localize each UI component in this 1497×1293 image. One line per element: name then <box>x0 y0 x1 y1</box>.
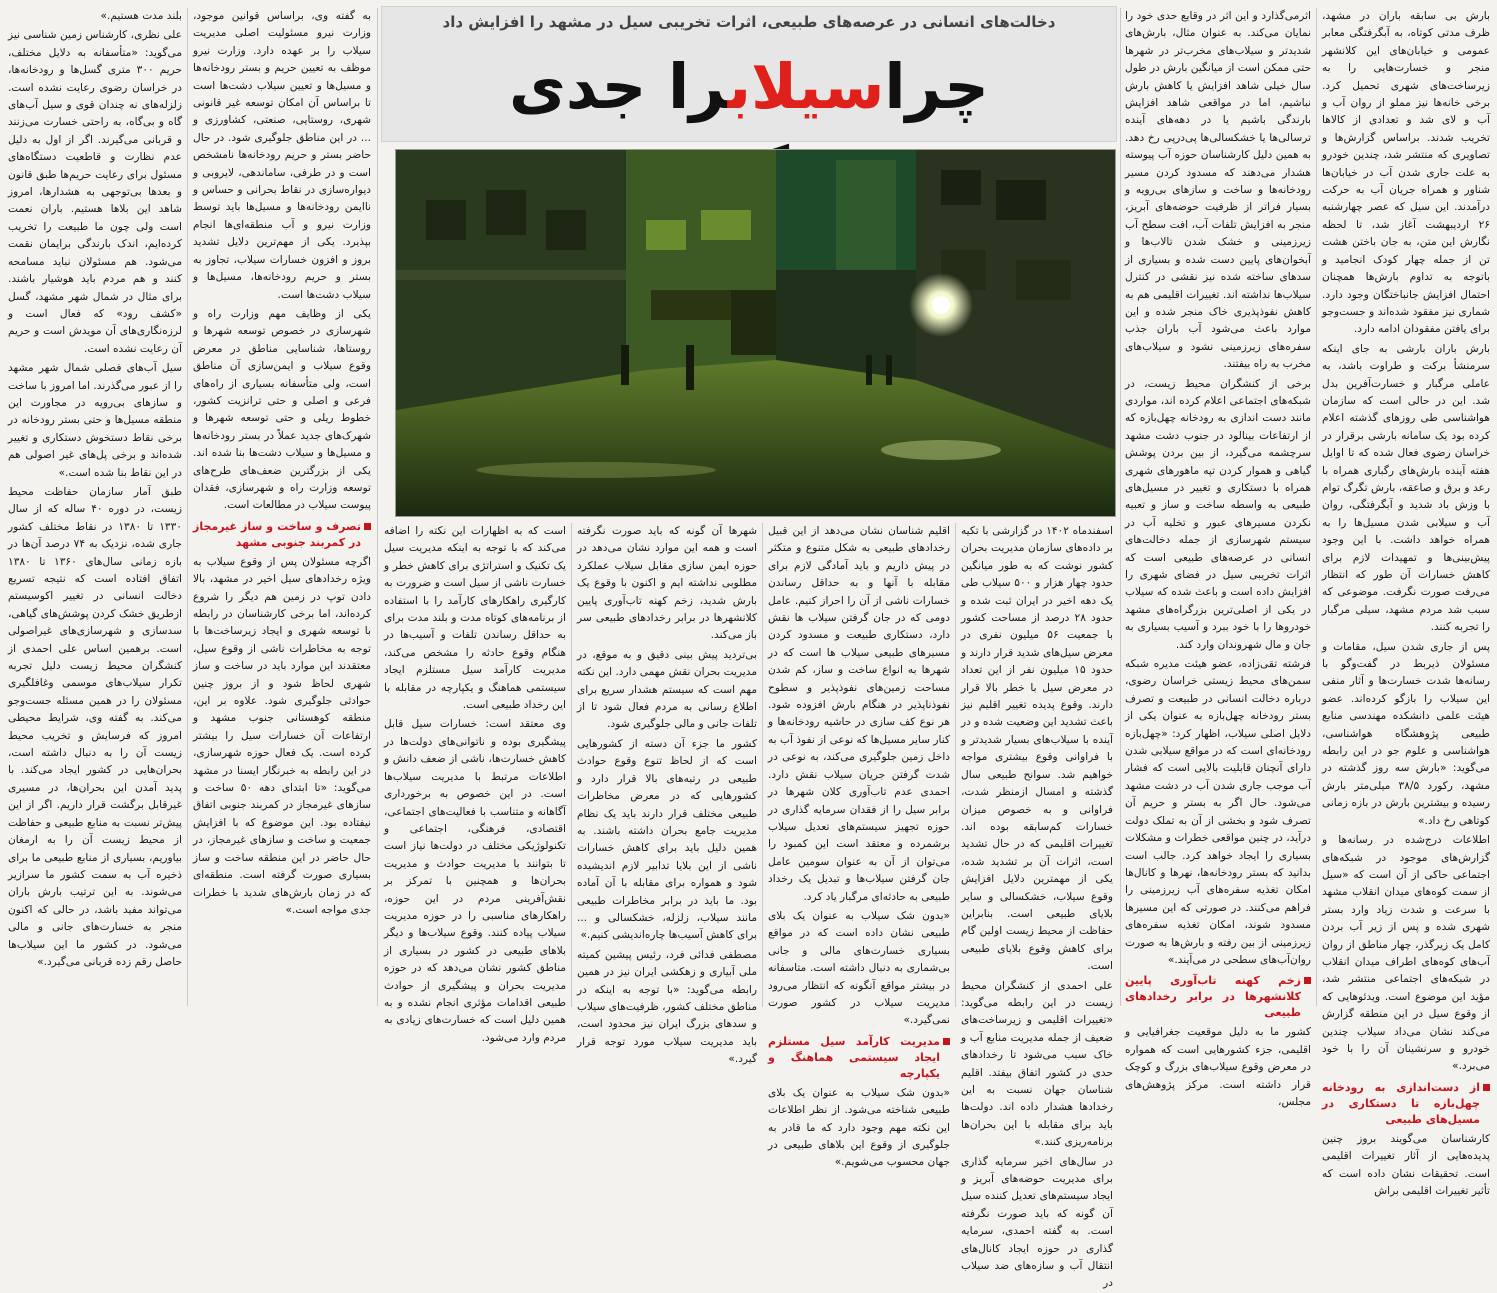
column-rule <box>955 523 956 1007</box>
paragraph: «بدون شک سیلاب به عنوان یک بلای طبیعی شناخته می‌شود. از نظر اطلاعات این نکته مهم وجود دارد که ما قادر به جلوگیری از وقوع این بلاهای طبیعی در جهان محسوب می‌شویم.» <box>768 1086 950 1169</box>
headline-highlight: سیلاب <box>727 50 885 123</box>
paragraph: اسفندماه ۱۴۰۲ در گزارشی با تکیه بر داده‌های سازمان مدیریت بحران کشور نوشت که به طور میانگین حدود چهار هزار و ۵۰۰ سیلاب طی یک دهه اخیر در ایران ثبت شده و حدود ۲۸ درصد از مساحت کشور با جمعیت ۵۶ میلیون نفری در معرض سیل‌های شدید قرار دارند و حدود ۱۵ میلیون نفر از این تعداد در معرض سیل با خطر بالا قرار دارند. وقوع پدیده تغییر اقلیم نیز باعث تشدید این وضعیت شده و در آینده با سیلاب‌های بسیار شدیدتر و با فراوانی وقوع بیشتری مواجه خواهیم شد. سوانح طبیعی سال گذشته و امسال ازمنظر شدت، فراوانی و به خصوص میزان خسارات کم‌سابقه بوده اند. تغییرات اقلیمی که در حال تشدید است، اثرات آن بر تشدید شده، یکی از مهمترین دلایل افزایش وقوع سیلاب، خشکسالی و سایر بلایای طبیعی است. بنابراین حفاظت از محیط زیست اولین گام برای کاهش وقوع بلایای طبیعی است. <box>961 525 1113 973</box>
paragraph: کشور ما به دلیل موقعیت جغرافیایی و اقلیمی، جزء کشورهایی است که همواره در معرض وقوع سیلاب‌های بزرگ و کوچک قرار داشته است. مرکز پژوهش‌های مجلس، <box>1125 1026 1311 1108</box>
flood-photo <box>395 149 1116 517</box>
paragraph: شهرها آن گونه که باید صورت نگرفته است و همه این موارد نشان می‌دهد در حوزه ایمن سازی مقابل سیلاب عملکرد مطلوبی نداشته ایم و اکنون با وقوع یک بارش شدید، زخم کهنه تاب‌آوری پایین کلانشهرها در برابر رخدادهای طبیعی سر باز می‌کند. <box>577 525 757 642</box>
paragraph: مصطفی فدائی فرد، رئیس پیشین کمیته ملی آبیاری و زهکشی ایران نیز در همین رابطه می‌گوید: «با توجه به اینکه در مناطق مختلف کشور، ظرفیت‌های سیلاب و سدهای بزرگ ایران نیز محدود است، باید مدیریت سیلاب مورد توجه قرار گیرد.» <box>577 948 757 1066</box>
headline-part-2: را جدی <box>509 50 728 123</box>
paragraph: «بدون شک سیلاب به عنوان یک بلای طبیعی نشان داده است که در مواقع بسیاری خسارت‌های مالی و جانی بی‌شماری به دنبال داشته است. متاسفانه در بیشتر مواقع آنگونه که انتظار می‌رود مدیریت سیلاب در کشور صورت نمی‌گیرد.» <box>768 909 950 1027</box>
article-column-6 <box>384 523 566 1044</box>
column-rule <box>377 8 378 1006</box>
column-rule <box>1316 8 1317 1006</box>
paragraph: فرشته تقی‌زاده، عضو هیئت مدیره شبکه سمن‌های محیط زیستی خراسان رضوی، درباره دخالت انسانی در طبیعت و تصرف بستر رودخانه چهل‌بازه به عنوان یکی از دلایل اصلی سیلاب، اظهار کرد: «چهل‌بازه رودخانه‌ای است که در مواقع سیلابی شدن دارای آنچنان قابلیت بالایی است که فشار آب موجب جاری شدن آب در دشت مشهد می‌شود. حال اگر به بستر و حریم آن تصرف شود و بخشی از آن به تملک دولت درآید، در چنین مواقعی خطرات و مشکلات بسیاری را ایجاد خواهد کرد. جالب است بدانید که بستر رودخانه‌ها، نهرها و کانال‌ها امکان تغذیه سفره‌های آب زیرزمینی را فراهم می‌کنند. در صورتی که این مسیرها مسدود شوند، امکان تغذیه سفره‌های زیرزمینی از بین رفته و بارش‌ها به صورت روان‌آب‌های سطحی در می‌آیند.» <box>1125 658 1311 966</box>
section-subheading: مدیریت کارآمد سیل مستلزم ایجاد سیستمی هماهنگ و یکپارچه <box>768 1034 950 1082</box>
paragraph: بارش بی سابقه باران در مشهد، ظرف مدتی کوتاه، به آبگرفتگی معابر عمومی و خیابان‌های این کلانشهر منجر و خسارت‌هایی را به زیرساخت‌های شهری تحمیل کرد. برخی خانه‌ها نیز مملو از روان آب و آب و لای شد و تعدادی از کالاها تخریب شدند. براساس گزارش‌ها و تصاویری که منتشر شد، چندین خودرو به علت جاری شدن آب در خیابان‌ها شناور و همراه جریان آب به حرکت درآمدند. این سیل که عصر چهارشنبه ۲۶ اردیبهشت آغاز شد، تا لحظه نگارش این متن، به جان باختن هشت تن از جمله چهار کودک انجامید و باتوجه به تداوم بارش‌ها همچنان احتمال افزایش جانباختگان وجود دارد. شماری نیز مفقود شده‌اند و جست‌وجو برای یافتن مفقودان ادامه دارد. <box>1322 10 1490 336</box>
article-column-2 <box>1125 8 1311 1108</box>
paragraph: کشور ما جزء آن دسته از کشورهایی است که از لحاظ تنوع وقوع حوادث طبیعی در رتبه‌های بالا قرار دارد و کشورهایی که در معرض مخاطرات طبیعی مختلف قرار دارند باید یک نظام مدیریت جامع بحران داشته باشند. به همین دلیل باید برای کاهش خسارات ناشی از این بلایا تدابیر لازم اندیشیده شود و همواره برای مقابله با آن آماده بود. ما باید در برابر مخاطرات طبیعی مانند سیلاب، زلزله، خشکسالی و ... برای کاهش آسیب‌ها چاره‌اندیشی کنیم.» <box>577 737 757 942</box>
paragraph: وی معتقد است: خسارات سیل قابل پیشگیری بوده و ناتوانی‌های دولت‌ها در کاهش خسارت‌ها، ناشی از ضعف دانش و اطلاعات مرتبط با مدیریت سیلاب‌ها است. در این خصوص به برخورداری آگاهانه و متناسب با فعالیت‌های اجتماعی، اقتصادی، فرهنگی، اجتماعی و تکنولوژیکی مختلف در دولت‌ها نیاز است تا بتوانند با مدیریت حوادث و مدیریت بحران‌ها و همچنین با تمرکز بر نقش‌آفرینی مردم در این حوزه، راهکارهای مناسبی را در حوزه مدیریت سیلاب پیاده کنند. وقوع سیلاب‌ها و دیگر بلاهای طبیعی در کشور در بسیاری از مناطق کشور نشان می‌دهد که در حوزه مدیریت بحران و پیشگیری از حوادث طبیعی اقدامات مؤثری انجام نشده و به همین دلیل است که خسارت‌های زیادی به مردم وارد می‌شود. <box>384 718 566 1044</box>
paragraph: به گفته‌ وی، براساس قوانین موجود، وزارت نیرو مسئولیت اصلی مدیریت سیلاب را بر عهده دارد. وزارت نیرو موظف به تعیین حریم و بستر رودخانه‌ها و مسیل‌ها و تعیین سیلاب دشت‌ها است تا براساس آن امکان توسعه غیر قانونی شهری، روستایی، صنعتی، کشاورزی و ... در این مناطق جلوگیری شود. در حال حاضر بستر و حریم رودخانه‌ها نامشخص است و در طرفی، ساماندهی، لایروبی و دیواره‌سازی در نقاط بحرانی و حساس و ناایمن رودخانه‌ها و مسیل‌ها باید توسط وزارت نیرو و آب منطقه‌ای‌ها انجام بپذیرد. یکی از مهم‌ترین دلایل تشدید بروز و افزون خسارات سیلاب، تجاوز به بستر و حریم رودخانه‌ها، مسیل‌ها و سیلاب دشت‌ها است. <box>193 10 371 301</box>
article-column-8 <box>8 8 182 1008</box>
article-column-3 <box>961 523 1113 1290</box>
column-rule <box>571 523 572 1007</box>
paragraph: علی احمدی از کنشگران محیط زیست در این رابطه می‌گوید: «تغییرات اقلیمی و زیرساخت‌های ضعیف از جمله مدیریت منابع آب و خاک سبب می‌شود تا رخدادهای حدی در کشور اتفاق بیفتد. اقلیم شناسان جهان نسبت به این رخدادها هشدار داده اند. دولت‌ها باید برای مقابله با این بحران‌ها برنامه‌ریزی کنند.» <box>961 979 1113 1149</box>
paragraph: طبق آمار سازمان حفاظت محیط زیست، در دوره ۴۰ ساله که از سال ۱۳۳۰ تا ۱۳۸۰ در نقاط مختلف کشور جاری شده، نزدیک به ۷۴ درصد آن‌ها در بازه زمانی سال‌های ۱۳۶۰ تا ۱۳۸۰ اتفاق افتاده است که نتیجه تسریع دخالت انسانی در تغییر اکوسیستم ازطریق خشک کردن پوشش‌های گیاهی، سدسازی و شهرسازی‌های غیراصولی است. برهمین اساس علی احمدی از کنشگران محیط زیست دلیل تجربه تکرار سیلاب‌های موسمی وغافلگیری مسئولان را در همین مسئله جست‌وجو می‌کند. به گفته وی، شرایط محیطی امروز که فرسایش و تخریب محیط زیست آن را به دنبال داشته است، بحران‌هایی در کشور ایجاد می‌کند. با پدید آمدن این بحران‌ها، در مسیری غیرقابل برگشت قرار داریم. اگر از این پیش‌تر نسبت به منابع طبیعی و حفاظت از محیط زیست آن را به ارمغان بیاوریم، بسیاری از منابع طبیعی ما برای ذخیره آب به سمت کشور ما سرازیر می‌شوند. به این ترتیب بارش باران می‌تواند مفید باشد، در حالی که اکنون منجر به خسارت‌های جانی و مالی می‌شود. در کشور ما این سیلاب‌ها حاصل رقم زده قربانی می‌گیرد.» <box>8 485 182 968</box>
headline-box <box>381 6 1117 142</box>
paragraph: بی‌تردید پیش بینی دقیق و به موقع، در مدیریت بحران نقش مهمی دارد. این نکته مهم است که سیستم هشدار سریع برای اطلاع رسانی به مردم فعال شود تا از تلفات جانی و مالی جلوگیری شود. <box>577 648 757 731</box>
section-subheading: از دست‌اندازی به رودخانه چهل‌بازه تا دستکاری در مسیل‌های طبیعی <box>1322 1080 1490 1128</box>
paragraph: سیل آب‌های فصلی شمال شهر مشهد را از عبور می‌گذرند. اما امروز با ساخت و سازهای بی‌رویه در مجاورت این منطقه مسیل‌ها و حتی بستر رودخانه در برخی نقاط دستخوش دستکاری و تغییر شده‌اند و برخی پل‌های غیر اصولی هم در این نقاط بنا شده است.» <box>8 362 182 479</box>
paragraph: یکی از وظایف مهم وزارت راه و شهرسازی در خصوص توسعه شهرها و روستاها، شناسایی مناطق در معرض وقوع سیلاب و ایمن‌سازی آن مناطق است، ولی متأسفانه بسیاری از راه‌های فرعی و اصلی و حتی ترانزیت کشور، خطوط ریلی و حتی توسعه شهرها و شهرک‌های جدید عملاً در بستر رودخانه‌ها و مسیل‌ها و سیلاب دشت‌ها بنا شده اند. یکی از بزرگترین ضعف‌های طرح‌های توسعه وزارت راه و شهرسازی، فقدان پیوست سیلاب در مطالعات است. <box>193 307 371 512</box>
paragraph: پس از جاری شدن سیل، مقامات و مسئولان ذیربط در گفت‌وگو با رسانه‌ها شدت خسارت‌ها و آثار منفی این سیلاب را بازگو کرده‌اند. عضو هیئت علمی دانشکده مهندسی منابع طبیعی پژوهشگاه هواشناسی، هواشناسی و علوم جو در این رابطه می‌گوید: «بارش سه روز گذشته در مشهد، رکورد ۳۸/۵ میلی‌متر بارش رسیده و بیشترین بارش در بازه زمانی کوتاهی رخ داد.» <box>1322 640 1490 827</box>
section-subheading: تصرف و ساخت و ساز غیرمجاز در کمربند جنوبی مشهد <box>193 519 371 551</box>
headline-kicker: دخالت‌های انسانی در عرصه‌های طبیعی، اثرات تخریبی سیل در مشهد را افزایش داد <box>442 13 1056 31</box>
paragraph: است که به اظهارات این نکته را اضافه می‌کند که با توجه به اینکه مدیریت سیل یک تکنیک و استراتژی برای کاهش خطر و خسارت ناشی از سیل است و ضرورت به کارگیری راهکارهای کارآمد را با استفاده از برنامه‌های کوتاه مدت و بلند مدت برای به حداقل رساندن تلفات و آسیب‌ها در هنگام وقوع حادثه را مشخص می‌کند، مدیریت کارآمد سیل مستلزم ایجاد سیستمی هماهنگ و یکپارچه در مقابله با این رخداد طبیعی است. <box>384 525 566 712</box>
section-subheading: زخم کهنه تاب‌آوری پایین کلانشهرها در برابر رخدادهای طبیعی <box>1125 973 1311 1021</box>
paragraph: برخی از کنشگران محیط زیست، در شبکه‌های اجتماعی اعلام کرده اند، مواردی مانند دست اندازی به رودخانه چهل‌بازه که از ارتفاعات بینالود در جنوب دشت مشهد سرچشمه می‌گیرد، از بین بردن پوشش گیاهی و هموار کردن تپه ماهورهای شهری همراه با دستکاری و تغییر در مسیل‌های طبیعی به واسطه ساخت و ساز و تعبیه نکردن مسیرهای عبور و تخلیه آب در سیستم شهرسازی از جمله دخالت‌های انسانی در عرصه‌های طبیعی است که اثرات تخریبی سیل در فضای شهری را افزایش داده است و باعث شده که سیلاب در یکی از اصلی‌ترین بزرگراه‌های مشهد خودروها را با خود ببرد و آسیب بسیاری به جان و مال شهروندان وارد کند. <box>1125 377 1311 651</box>
paragraph: علی نظری، کارشناس زمین شناسی نیز می‌گوید: «متأسفانه به دلایل مختلف، حریم ۳۰۰ متری گسل‌ها و رودخانه‌ها، در خراسان رضوی رعایت نشده است. زلزله‌های نه چندان قوی و سیل آب‌های گاه و بی‌گاه، به راحتی خسارت می‌زنند و قربانی می‌گیرند. اگر از اول به دلیل عدم نظارت و قاطعیت دستگاه‌های مسئول برای رعایت حریم‌ها طبق قانون و بعدها بی‌توجهی به هشدارها، امروز شاهد این بلاها هستیم. باران نعمت است ولی چون ما طبیعت را تخریب کرده‌ایم، اندک بارندگی برایمان نقمت می‌شود. هم مسئولان نباید مسامحه کنند و هم مردم باید هوشیار باشند. برای مثال در شمال شهر مشهد، گسل «کشف رود» که فعال است و لرزه‌نگاری‌های آن مویدش است و حریم آن رعایت نشده است. <box>8 29 182 355</box>
paragraph: بارش باران بارشی به جای اینکه سرمنشأ برکت و طراوت باشد، به عاملی مرگبار و خسارت‌آفرین بدل شد. این در حالی است که سازمان هواشناسی طی روزهای گذشته اعلام کرده بود یک سامانه بارشی برقرار در خراسان رضوی فعال شده که تا اوایل هفته آینده بارش‌های رگباری همراه با رعد و برق و صاعقه، بارش تگرگ توام با وزش باد شدید و آبگرفتگی، روان آب و سیلابی شدن مسیل‌ها را به همراه خواهد داشت. با این وجود پیش‌بینی‌ها و تمهیدات لازم برای کاهش خسارات آن طور که انتظار می‌رفت صورت نگرفت. موضوعی که سبب شد مردم مشهد، سیلی مرگبار را تجربه کنند. <box>1322 342 1490 634</box>
paragraph: اقلیم شناسان نشان می‌دهد از این قبیل رخدادهای طبیعی به شکل متنوع و متکثر در پیش داریم و باید آمادگی لازم برای مقابله با آنها و به حداقل رساندن خسارات ناشی از آن را احراز کنیم. عامل دومی که در جان گرفتن سیلاب ها نقش دارد، دستکاری طبیعت و مسدود کردن مسیرهای طبیعی سیلاب ها است که در شهرها به انواع ساخت و ساز، کم شدن مساحت زمین‌های نفوذپذیر و سطوح نفوذناپذیر در هنگام بارش افزوده شود. هر نوع کف سازی در حاشیه رودخانه‌ها و کنار سایر مسیل‌ها که نوعی از نفوذ آب به داخل زمین جلوگیری می‌کند، به نوعی در شدت گرفتن جریان سیلاب نقش دارد. احمدی عدم تاب‌آوری کلان شهرها در برابر سیل را از فقدان سرمایه گذاری در حوزه تجهیز سیستم‌های تعدیل سیلاب برشمرده و معتقد است این کمبود را می‌توان از آن به عنوان سومین عامل جان گرفتن سیلاب‌ها و تبدیل یک رخداد طبیعی به حادثه‌ای مرگبار یاد کرد. <box>768 525 950 903</box>
article-column-1 <box>1322 8 1490 1197</box>
paragraph: اطلاعات درج‌شده در رسانه‌ها و گزارش‌های موجود در شبکه‌های اجتماعی حاکی از آن است که «سیل از سمت کوه‌های میدان انقلاب مشهد با سرعت و شدت زیاد وارد بستر شهری شده و پس از زیر آب بردن کامل یک زیرگذر، چهار مناطق از روان آب‌های کوه‌های اطراف میدان انقلاب در شبکه‌های اجتماعی منتشر شد، مؤید این موضوع است. ویدئوهایی که از وقوع سیل در این منطقه گزارش می‌کند نشان می‌داد سیلاب چندین خودرو و سرنشینان آن را با خود می‌برد.» <box>1322 834 1490 1073</box>
paragraph: اگرچه مسئولان پس از وقوع سیلاب به ویژه رخدادهای سیل اخیر در مشهد، بالا دادن توپ در زمین هم دیگر را شروع کرده‌اند، اما برخی کارشناسان در رابطه با توسعه شهری و ایجاد زیرساخت‌ها با توجه به مخاطرات ناشی از وقوع سیل، معتقدند این موارد باید در ساخت و ساز شهری لحاظ شود و از بروز چنین حوادثی جلوگیری شود. علاوه بر این، منطقه کوهستانی جنوب مشهد و ارتفاعات آن خسارات سیل را بیشتر کرده است. یک فعال حوزه شهرسازی، در این رابطه به خبرنگار ایسنا در مشهد می‌گوید: «تا ابتدای دهه ۵۰ ساخت و سازهای غیرمجاز در کمربند جنوبی اتفاق نیفتاده بود. این موضوع که با افزایش جمعیت و ساخت و سازهای غیرمجاز، در حال حاضر در این منطقه ساخت و ساز بسیاری صورت گرفته است. منطقه‌ای که در زمان بارش‌های شدید با خطرات جدی مواجه است.» <box>193 555 371 916</box>
column-rule <box>762 523 763 1007</box>
article-column-7 <box>193 8 371 1008</box>
paragraph: بلند مدت هستیم.» <box>100 10 182 22</box>
flood-photo-illustration <box>396 150 1115 516</box>
paragraph: اثرمی‌گذارد و این اثر در وقایع حدی خود را نمایان می‌کند. به عنوان مثال، بارش‌های شدیدتر و سیلاب‌های مخرب‌تر در شهرها حتی ممکن است از میانگین بارش در طول سال خیلی شاهد افزایش یا کاهش بارش نباشیم، اما در مواقعی شاهد افزایش بارندگی باشیم یا در دهه‌های آینده ترسالی‌ها یا خشکسالی‌ها پی‌درپی رخ دهد. به همین دلیل کارشناسان حوزه آب پیوسته هشدار می‌دهند که مسدود کردن مسیر رودخانه‌ها و ساخت و سازهای بی‌رویه و بسیار فراتر از ظرفیت حوضه‌های آبریز، منجر به افزایش تلفات آب، افت سطح آب زیرزمینی و خشک شدن تالاب‌ها و آبخوان‌های پایین دست شده و بسیاری از سدهای ساخته شده نیز نقشی در کنترل سیلاب‌ها نداشته اند. تغییرات اقلیمی هم به کاهش نفوذپذیری خاک منجر شده و این موارد باعث می‌شود آب باران جذب سفره‌های زیرزمینی نشود و سیلاب‌های مخرب به راه بیفتند. <box>1125 10 1311 371</box>
paragraph: در سال‌های اخیر سرمایه گذاری برای مدیریت حوضه‌های آبریز و ایجاد سیستم‌های تعدیل کننده سیل آن گونه که باید صورت نگرفته است. به گفته احمدی، سرمایه گذاری در حوزه ایجاد کانال‌های انتقال آب و سازه‌های ضد سیلاب در <box>961 1155 1113 1290</box>
headline-part-1: چرا <box>884 50 989 123</box>
column-rule <box>1120 8 1121 1006</box>
column-rule <box>187 8 188 1006</box>
article-column-4 <box>768 523 950 1169</box>
paragraph: کارشناسان می‌گویند بروز چنین پدیده‌هایی از آثار تغییرات اقلیمی است. تحقیقات نشان داده است که تأثیر تغییرات اقلیمی براش <box>1322 1132 1490 1197</box>
article-column-5 <box>577 523 757 1066</box>
